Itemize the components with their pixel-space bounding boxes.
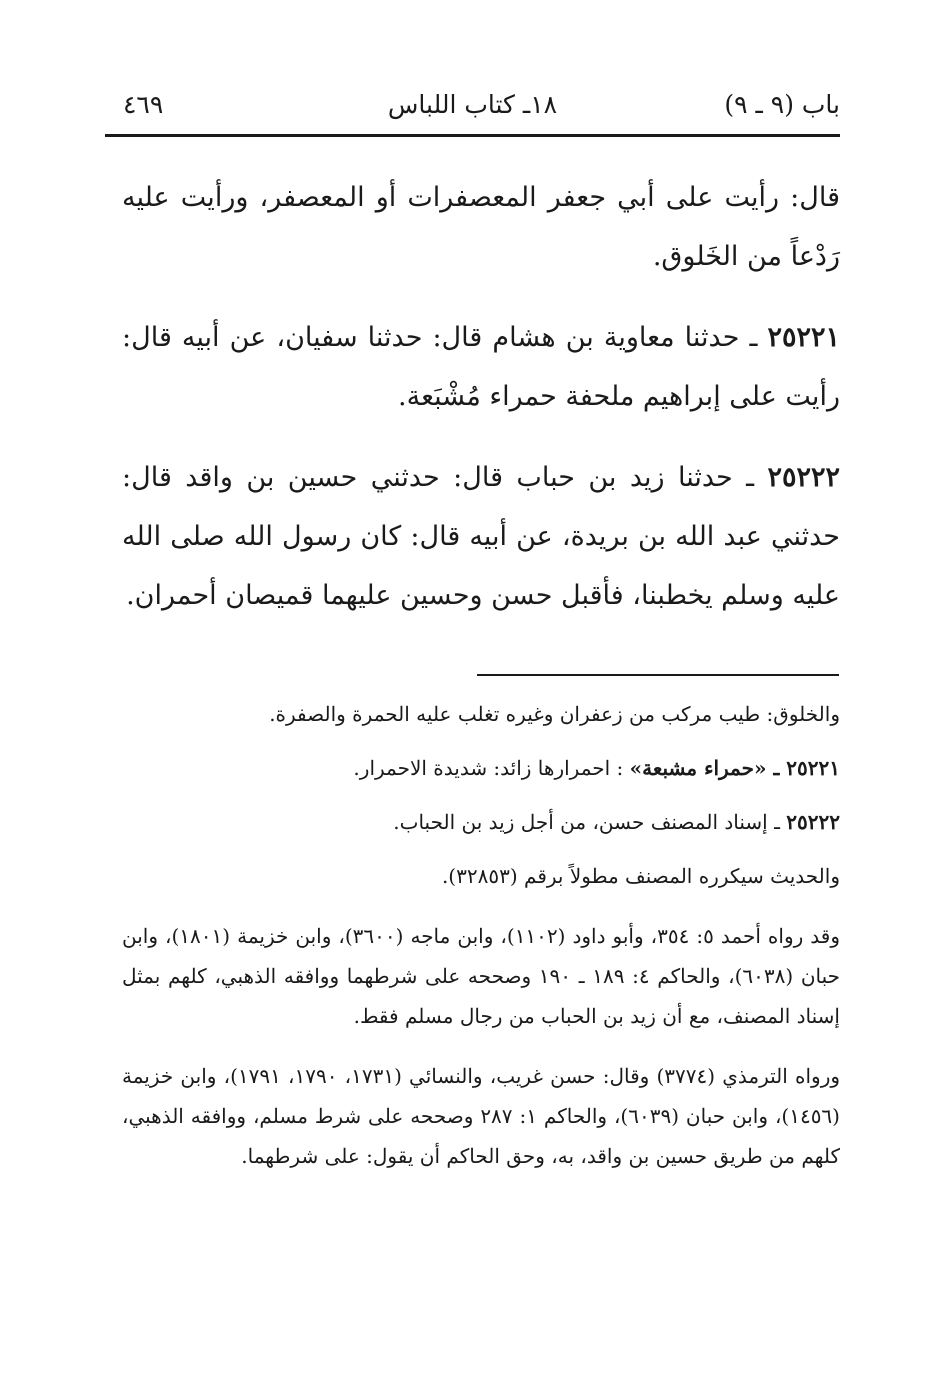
note-text: : احمرارها زائد: شديدة الاحمرار. [353, 756, 630, 780]
note-number: ٢٥٢٢٢ [786, 810, 840, 834]
note-25222 [122, 802, 840, 842]
note-khaluq-text: والخلوق: طيب مركب من زعفران وغيره تغلب عليه الحمرة والصفرة. [269, 702, 840, 726]
hadith-text: ـ حدثنا معاوية بن هشام قال: حدثنا سفيان، عن أبيه قال: رأيت على إبراهيم ملحفة حمراء مُشْبَعة. [122, 322, 840, 412]
note-text: ـ إسناد المصنف حسن، من أجل زيد بن الحباب. [393, 810, 787, 834]
note-phrase: ـ «حمراء مشبعة» [629, 756, 787, 780]
note-khaluq [122, 694, 840, 734]
note-text: ورواه الترمذي (٣٧٧٤) وقال: حسن غريب، والنسائي (١٧٣١، ١٧٩٠، ١٧٩١)، وابن خزيمة (١٤٥٦)، وابن حبان (٦٠٣٩)، والحاكم ١: ٢٨٧ وصححه على شرط مسلم، ووافقه الذهبي، كلهم من طريق حسين بن واقد، به، وحق الحاكم أن يقول: على شرطهما. [122, 1064, 841, 1168]
footnote-rule [477, 674, 839, 676]
hadith-text: ـ حدثنا زيد بن حباب قال: حدثني حسين بن واقد قال: حدثني عبد الله بن بريدة، عن أبيه قال: كان رسول الله صلى الله عليه وسلم يخطبنا، فأقبل حسن وحسين عليهما قميصان أحمران. [122, 462, 840, 611]
page-number: ٤٦٩ [123, 90, 164, 119]
note-text: والحديث سيكرره المصنف مطولاً برقم (٣٢٨٥٣). [441, 864, 840, 888]
footnotes [122, 694, 840, 1190]
note-number: ٢٥٢٢١ [786, 756, 840, 780]
note-25222-repeat [122, 856, 840, 896]
note-paragraph [122, 916, 840, 1036]
note-paragraph [122, 1056, 840, 1176]
note-text: وقد رواه أحمد ٥: ٣٥٤، وأبو داود (١١٠٢)، وابن ماجه (٣٦٠٠)، وابن خزيمة (١٨٠١)، وابن حبان (٦٠٣٨)، والحاكم ٤: ١٨٩ ـ ١٩٠ وصححه على شرطهما ووافقه الذهبي، كلهم بمثل إسناد المصنف، مع أن زيد بن الحباب من رجال مسلم فقط. [122, 924, 841, 1028]
note-25221 [122, 748, 840, 788]
header-rule [105, 134, 840, 137]
running-header [105, 86, 840, 130]
continuation-paragraph [122, 168, 840, 286]
main-text [122, 168, 840, 647]
chapter-heading: باب (٩ ـ ٩) [724, 90, 840, 119]
hadith-paragraph [122, 448, 840, 625]
continuation-text: قال: رأيت على أبي جعفر المعصفرات أو المعصفر، ورأيت عليه رَدْعاً من الخَلوق. [122, 182, 840, 272]
hadith-paragraph [122, 308, 840, 426]
hadith-number: ٢٥٢٢١ [767, 322, 840, 353]
hadith-number: ٢٥٢٢٢ [767, 462, 840, 493]
book-title: ١٨ـ كتاب اللباس [387, 90, 558, 119]
